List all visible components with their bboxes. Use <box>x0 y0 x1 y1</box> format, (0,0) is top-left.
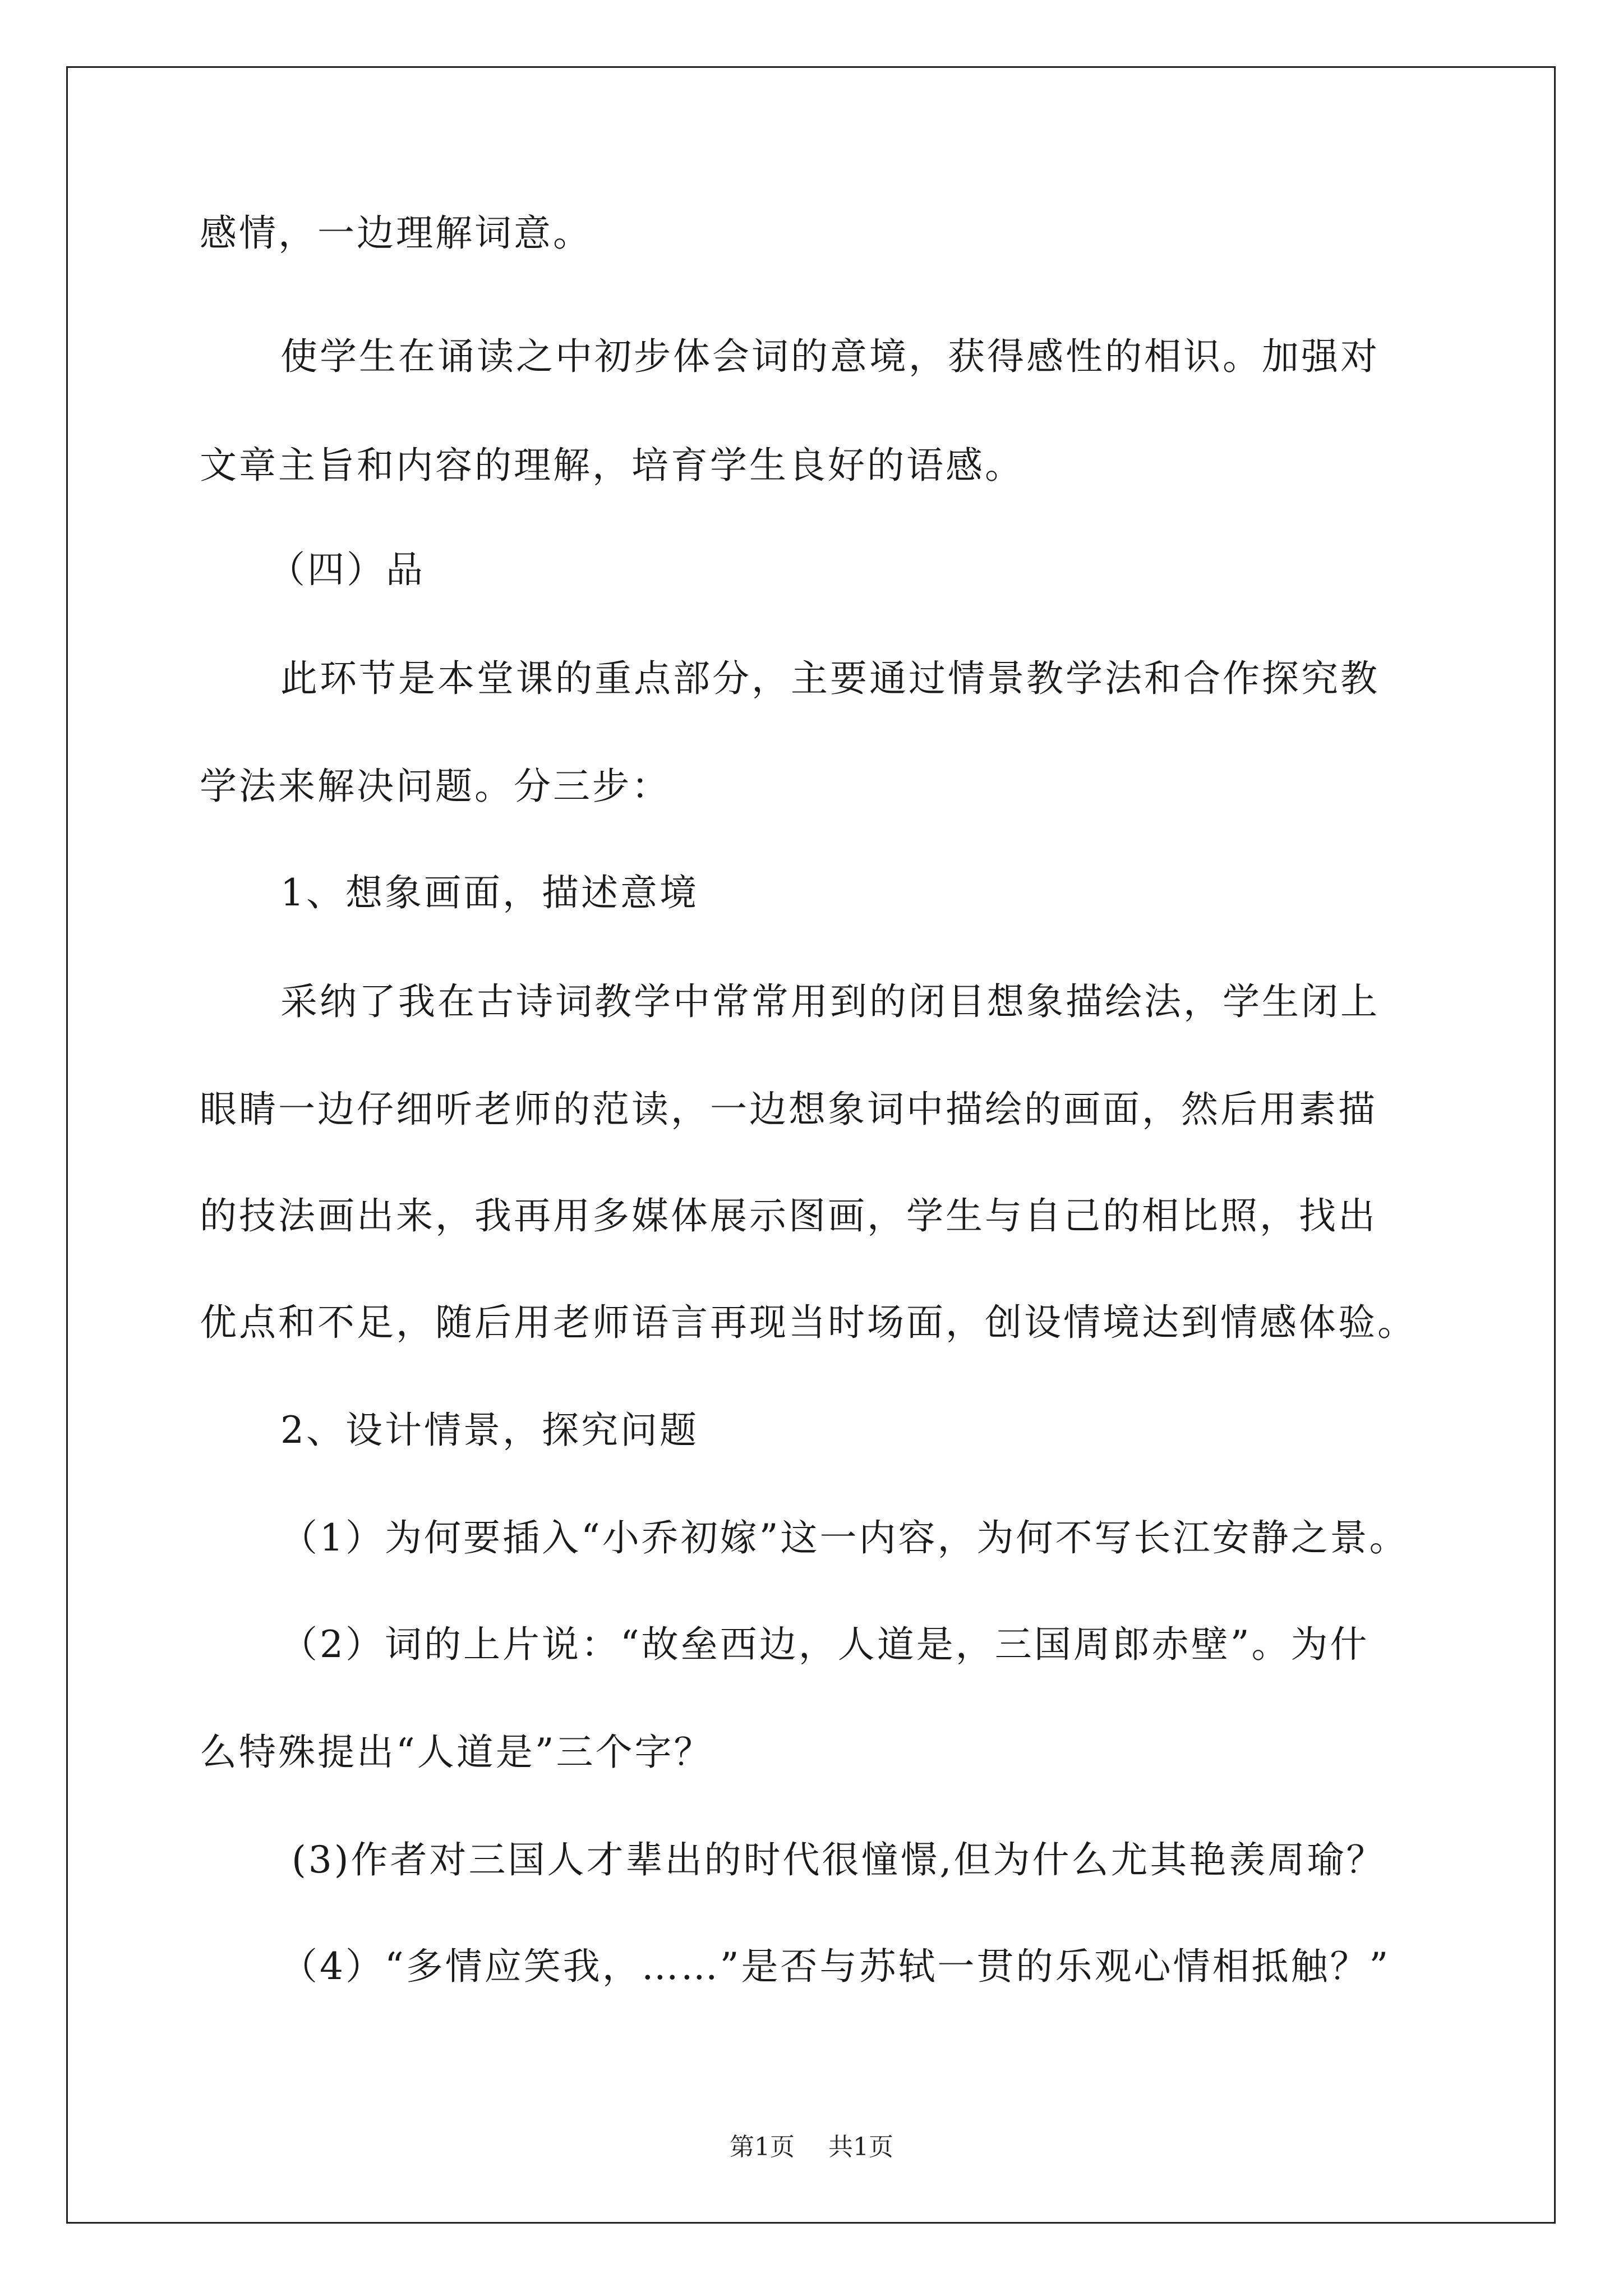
question-line: (3)作者对三国人才辈出的时代很憧憬,但为什么尤其艳羡周瑜？ <box>292 1838 1386 1881</box>
page-total: 共1页 <box>828 2133 893 2161</box>
text-line: 采纳了我在古诗词教学中常常用到的闭目想象描绘法，学生闭上 <box>280 980 1380 1023</box>
text-line: 学法来解决问题。分三步： <box>200 765 671 808</box>
question-line: （2）词的上片说：“故垒西边，人道是，三国周郎赤壁”。为什 <box>280 1623 1370 1666</box>
question-line: （1）为何要插入“小乔初嫁”这一内容，为何不写长江安静之景。 <box>280 1516 1409 1559</box>
question-line: （4）“多情应笑我，……”是否与苏轼一贯的乐观心情相抵触？” <box>280 1945 1391 1988</box>
subheading: 2、设计情景，探究问题 <box>280 1409 699 1452</box>
subheading: 1、想象画面，描述意境 <box>280 871 699 914</box>
text-line: 优点和不足，随后用老师语言再现当时场面，创设情境达到情感体验。 <box>200 1301 1417 1344</box>
text-line: 感情，一边理解词意。 <box>200 211 592 255</box>
page-number: 第1页 <box>730 2133 795 2161</box>
section-heading: （四）品 <box>268 548 425 591</box>
question-line: 么特殊提出“人道是”三个字？ <box>200 1731 713 1774</box>
text-line: 文章主旨和内容的理解，培育学生良好的语感。 <box>200 444 1024 487</box>
page-border <box>66 66 1556 2224</box>
text-line: 使学生在诵读之中初步体会词的意境，获得感性的相识。加强对 <box>280 335 1380 378</box>
text-line: 此环节是本堂课的重点部分，主要通过情景教学法和合作探究教 <box>280 657 1380 700</box>
page-footer <box>0 2132 1623 2163</box>
text-line: 眼睛一边仔细听老师的范读，一边想象词中描绘的画面，然后用素描 <box>200 1088 1377 1131</box>
text-line: 的技法画出来，我再用多媒体展示图画，学生与自己的相比照，找出 <box>200 1194 1377 1237</box>
